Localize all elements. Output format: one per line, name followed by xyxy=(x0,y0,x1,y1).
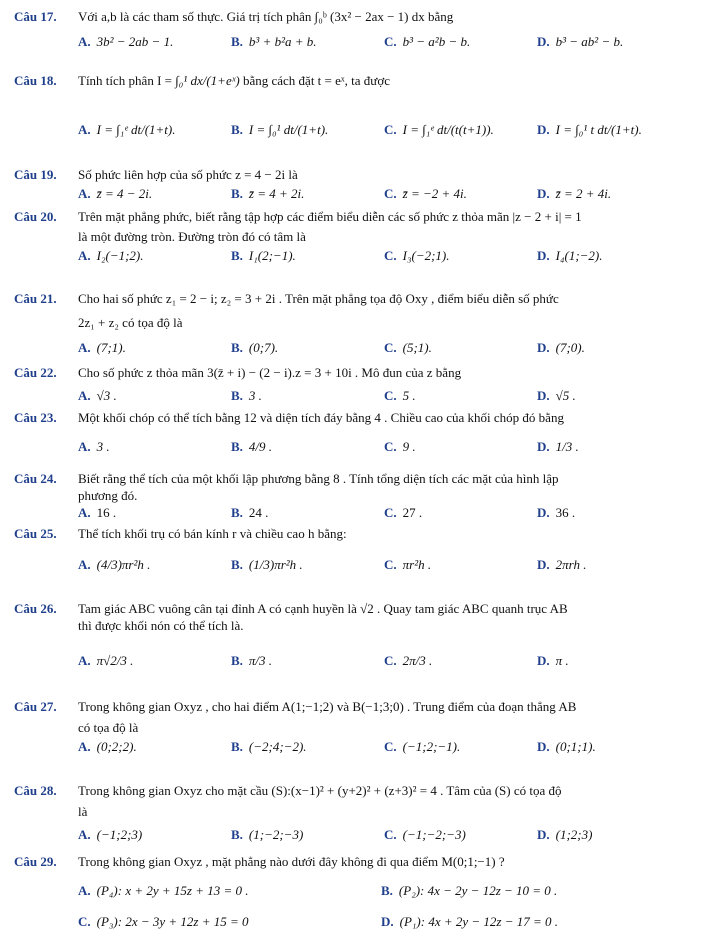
option-d[interactable]: D. √5 . xyxy=(537,388,576,403)
question-27 xyxy=(14,698,704,755)
question-28 xyxy=(14,782,704,843)
options xyxy=(14,339,704,356)
option-b[interactable]: B. π/3 . xyxy=(231,653,273,668)
option-c[interactable]: C. (−1;2;−1). xyxy=(384,739,461,754)
option-b[interactable]: B. I₁(2;−1). xyxy=(231,248,296,263)
option-a[interactable]: A. π√2/3 . xyxy=(78,653,134,668)
options xyxy=(14,826,704,843)
question-number: Câu 27. xyxy=(14,699,57,714)
option-d[interactable]: D. (P₁): 4x + 2y − 12z − 17 = 0 . xyxy=(381,914,559,929)
question-text: Tam giác ABC vuông cân tại đỉnh A có cạnh huyền là √2 . Quay tam giác ABC quanh trục AB xyxy=(78,601,568,616)
options xyxy=(14,121,704,138)
option-c[interactable]: C. I = ∫₁ᵉ dt/(t(t+1)). xyxy=(384,122,494,137)
question-17 xyxy=(14,8,704,50)
option-c[interactable]: C. (5;1). xyxy=(384,340,432,355)
option-a[interactable]: A. √3 . xyxy=(78,388,117,403)
question-text-continued: thì được khối nón có thể tích là. xyxy=(78,618,244,633)
option-a[interactable]: A. (7;1). xyxy=(78,340,126,355)
question-19 xyxy=(14,166,704,202)
question-number: Câu 23. xyxy=(14,410,57,425)
option-a[interactable]: A. (P₄): x + 2y + 15z + 13 = 0 . xyxy=(78,883,249,898)
option-b[interactable]: B. I = ∫₀¹ dt/(1+t). xyxy=(231,122,329,137)
option-a[interactable]: A. z̄ = 4 − 2i. xyxy=(78,186,153,201)
option-a[interactable]: A. 16 . xyxy=(78,505,117,520)
option-c[interactable]: C. b³ − a²b − b. xyxy=(384,34,471,49)
question-22 xyxy=(14,364,704,404)
question-number: Câu 26. xyxy=(14,601,57,616)
option-b[interactable]: B. (1;−2;−3) xyxy=(231,827,304,842)
option-c[interactable]: C. 5 . xyxy=(384,388,416,403)
question-text: Với a,b là các tham số thực. Giá trị tích phân ∫₀ᵇ (3x² − 2ax − 1) dx bằng xyxy=(78,9,454,24)
question-number: Câu 24. xyxy=(14,471,57,486)
question-18 xyxy=(14,72,704,138)
question-number: Câu 17. xyxy=(14,9,57,24)
option-c[interactable]: C. 27 . xyxy=(384,505,423,520)
question-number: Câu 21. xyxy=(14,291,57,306)
option-a[interactable]: A. I = ∫₁ᵉ dt/(1+t). xyxy=(78,122,176,137)
option-a[interactable]: A. I₂(−1;2). xyxy=(78,248,144,263)
question-text: Cho hai số phức z₁ = 2 − i; z₂ = 3 + 2i . Trên mặt phẳng tọa độ Oxy , điểm biểu diễn số phức xyxy=(78,291,559,306)
option-a[interactable]: A. 3 . xyxy=(78,439,110,454)
question-number: Câu 19. xyxy=(14,167,57,182)
question-text: Trong không gian Oxyz , mặt phẳng nào dưới đây không đi qua điểm M(0;1;−1) ? xyxy=(78,854,505,869)
question-text: Trong không gian Oxyz cho mặt cầu (S):(x−1)² + (y+2)² + (z+3)² = 4 . Tâm của (S) có tọa độ xyxy=(78,783,562,798)
options xyxy=(14,738,704,755)
question-number: Câu 29. xyxy=(14,854,57,869)
option-b[interactable]: B. 4/9 . xyxy=(231,439,273,454)
question-text: Trên mặt phẳng phức, biết rằng tập hợp các điểm biểu diễn các số phức z thỏa mãn |z − 2 + i| = 1 xyxy=(78,209,582,224)
options xyxy=(14,882,704,899)
option-b[interactable]: B. (1/3)πr²h . xyxy=(231,557,303,572)
question-text-continued: là một đường tròn. Đường tròn đó có tâm là xyxy=(78,229,306,244)
question-29 xyxy=(14,853,704,930)
question-text-continued: phương đó. xyxy=(78,488,138,503)
question-number: Câu 20. xyxy=(14,209,57,224)
question-20 xyxy=(14,208,704,264)
option-a[interactable]: A. (−1;2;3) xyxy=(78,827,143,842)
question-text: Số phức liên hợp của số phức z = 4 − 2i là xyxy=(78,167,298,182)
option-b[interactable]: B. (−2;4;−2). xyxy=(231,739,307,754)
options xyxy=(14,33,704,50)
options xyxy=(14,504,704,521)
option-c[interactable]: C. I₃(−2;1). xyxy=(384,248,450,263)
question-text-continued: có tọa độ là xyxy=(78,720,139,735)
question-number: Câu 25. xyxy=(14,526,57,541)
option-c[interactable]: C. πr²h . xyxy=(384,557,432,572)
options xyxy=(14,556,704,573)
options xyxy=(14,247,704,264)
option-d[interactable]: D. 36 . xyxy=(537,505,576,520)
option-a[interactable]: A. (0;2;2). xyxy=(78,739,137,754)
option-b[interactable]: B. 3 . xyxy=(231,388,262,403)
option-a[interactable]: A. 3b² − 2ab − 1. xyxy=(78,34,174,49)
question-23 xyxy=(14,409,704,455)
option-b[interactable]: B. b³ + b²a + b. xyxy=(231,34,317,49)
option-d[interactable]: D. π . xyxy=(537,653,569,668)
option-b[interactable]: B. (0;7). xyxy=(231,340,279,355)
question-text: Trong không gian Oxyz , cho hai điểm A(1;−1;2) và B(−1;3;0) . Trung điểm của đoạn thẳng AB xyxy=(78,699,577,714)
option-b[interactable]: B. z̄ = 4 + 2i. xyxy=(231,186,305,201)
option-c[interactable]: C. 9 . xyxy=(384,439,416,454)
question-21 xyxy=(14,290,704,356)
option-b[interactable]: B. (P₂): 4x − 2y − 12z − 10 = 0 . xyxy=(381,883,558,898)
question-text-continued: là xyxy=(78,804,88,819)
option-c[interactable]: C. z̄ = −2 + 4i. xyxy=(384,186,467,201)
option-d[interactable]: D. (0;1;1). xyxy=(537,739,596,754)
options xyxy=(14,913,704,930)
question-text: Biết rằng thể tích của một khối lập phương bằng 8 . Tính tổng diện tích các mặt của hình lập xyxy=(78,471,559,486)
option-b[interactable]: B. 24 . xyxy=(231,505,269,520)
option-d[interactable]: D. z̄ = 2 + 4i. xyxy=(537,186,612,201)
options xyxy=(14,387,704,404)
question-number: Câu 18. xyxy=(14,73,57,88)
options xyxy=(14,438,704,455)
question-24 xyxy=(14,470,704,521)
options xyxy=(14,652,704,669)
option-c[interactable]: C. (−1;−2;−3) xyxy=(384,827,466,842)
question-number: Câu 22. xyxy=(14,365,57,380)
question-26 xyxy=(14,600,704,669)
option-d[interactable]: D. (7;0). xyxy=(537,340,585,355)
question-text: Thể tích khối trụ có bán kính r và chiều cao h bằng: xyxy=(78,526,347,541)
option-d[interactable]: D. b³ − ab² − b. xyxy=(537,34,624,49)
question-text: Cho số phức z thỏa mãn 3(z̄ + i) − (2 − i).z = 3 + 10i . Mô đun của z bằng xyxy=(78,365,462,380)
question-25 xyxy=(14,525,704,573)
option-a[interactable]: A. (4/3)πr²h . xyxy=(78,557,151,572)
option-d[interactable]: D. 2πrh . xyxy=(537,557,587,572)
option-c[interactable]: C. 2π/3 . xyxy=(384,653,433,668)
option-d[interactable]: D. (1;2;3) xyxy=(537,827,593,842)
question-text: Một khối chóp có thể tích bằng 12 và diện tích đáy bằng 4 . Chiều cao của khối chóp đó bằng xyxy=(78,410,564,425)
option-d[interactable]: D. 1/3 . xyxy=(537,439,579,454)
options xyxy=(14,185,704,202)
option-d[interactable]: D. I = ∫₀¹ t dt/(1+t). xyxy=(537,122,642,137)
option-c[interactable]: C. (P₃): 2x − 3y + 12z + 15 = 0 xyxy=(78,914,249,929)
question-text-continued: 2z₁ + z₂ có tọa độ là xyxy=(78,315,183,330)
option-d[interactable]: D. I₄(1;−2). xyxy=(537,248,603,263)
question-text: Tính tích phân I = ∫₀¹ dx/(1+eˣ) bằng cách đặt t = eˣ, ta được xyxy=(78,73,390,88)
question-number: Câu 28. xyxy=(14,783,57,798)
